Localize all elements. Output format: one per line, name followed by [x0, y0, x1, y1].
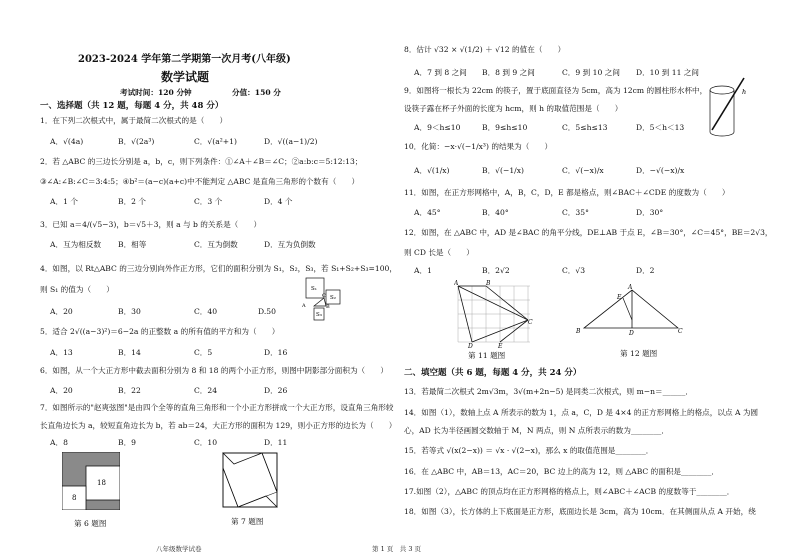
q7-caption: 第 7 题图: [231, 517, 264, 526]
q4-option-c[interactable]: C．40: [194, 307, 218, 316]
q1-option-c[interactable]: C．√(a²+1): [194, 137, 237, 146]
q12-caption: 第 12 题图: [620, 349, 658, 358]
q5-option-d[interactable]: D．16: [264, 348, 288, 357]
q6-label-8: 8: [72, 494, 77, 502]
q7-figure: [222, 452, 278, 508]
q5-stem: 5．适合 2√((a−3)²)＝6−2a 的正整数 a 的所有值的平方和为（ ）: [40, 327, 280, 336]
q11-option-a[interactable]: A．45°: [414, 208, 441, 217]
q11-option-b[interactable]: B．40°: [482, 208, 509, 217]
q12-option-b[interactable]: B．2√2: [482, 266, 510, 275]
q2-option-a[interactable]: A．1 个: [50, 197, 78, 206]
q4-stem-line1: 4．如图，以 Rt△ABC 的三边分别向外作正方形，它们的面积分别为 S₁，S₂，S₃，若 S₁+S₂+S₃=100，: [40, 264, 397, 273]
q5-option-c[interactable]: C．5: [194, 348, 213, 357]
q12-option-d[interactable]: D．2: [636, 266, 655, 275]
q4-label-a: A: [302, 303, 306, 309]
q7-option-a[interactable]: A．8: [50, 438, 68, 447]
q9-stem-line1: 9．如图将一根长为 22cm 的筷子，置于底面直径为 5cm，高为 12cm 的圆柱形水杯中，: [404, 86, 708, 95]
footer-left: 八年级数学试卷: [156, 545, 202, 553]
exam-score: 分值：150 分: [232, 88, 281, 97]
q2-option-b[interactable]: B．2 个: [118, 197, 147, 206]
q12-perpendicular-de: [623, 298, 632, 320]
q2-option-d[interactable]: D．4 个: [264, 197, 293, 206]
q8-option-d[interactable]: D．10 到 11 之间: [636, 68, 700, 77]
q11-label-e: E: [498, 343, 503, 348]
q12-triangle-abc: [584, 290, 678, 328]
q10-option-c[interactable]: C．√(−x)/x: [562, 166, 604, 175]
q4-stem-line2: 则 S₁ 的值为（ ）: [40, 285, 114, 294]
q3-option-b[interactable]: B．相等: [118, 240, 147, 249]
q1-option-d[interactable]: D．√((a−1)/2): [264, 137, 318, 146]
q10-option-d[interactable]: D．−√(−x)/x: [636, 166, 685, 175]
q7-stem-line2: 长直角边长为 a，较短直角边长为 b，若 ab＝24，大正方形的面积为 129，则小正方形的边长为（ ）: [40, 421, 397, 430]
q4-label-s1: S₁: [311, 286, 317, 292]
q11-label-c: C: [528, 319, 533, 326]
q8-option-a[interactable]: A．7 到 8 之间: [414, 68, 467, 77]
q10-option-b[interactable]: B．√(−1/x): [482, 166, 524, 175]
q11-label-d: D: [468, 343, 473, 348]
q12-figure: [574, 284, 684, 336]
q11-label-b: B: [486, 280, 491, 287]
q7-triangle-1: [223, 453, 262, 464]
q5-option-b[interactable]: B．14: [118, 348, 141, 357]
subject-title: 数学试题: [161, 70, 210, 84]
q12-stem-line1: 12．如图，在 △ABC 中，AD 是∠BAC 的角平分线，DE⊥AB 于点 E，∠B＝30°，∠C＝45°，BE＝2√3，: [404, 228, 773, 237]
q11-caption: 第 11 题图: [468, 351, 506, 360]
q4-figure: [290, 276, 354, 324]
q12-option-c[interactable]: C．√3: [562, 266, 586, 275]
right-column: [372, 0, 794, 560]
q6-figure: [62, 452, 120, 510]
q6-option-c[interactable]: C．24: [194, 386, 218, 395]
q10-stem: 10．化简：−x·√(−1/x³) 的结果为（ ）: [404, 142, 553, 151]
q4-option-a[interactable]: A．20: [50, 307, 73, 316]
section-2-heading: 二、填空题（共 6 题，每题 4 分，共 24 分）: [404, 368, 582, 378]
q1-option-a[interactable]: A．√(4a): [50, 137, 84, 146]
q12-label-d: D: [629, 330, 634, 336]
q9-figure: [708, 76, 758, 140]
q4-label-b: B: [326, 304, 330, 310]
q9-option-b[interactable]: B．9≤h≤10: [482, 123, 528, 132]
q10-option-a[interactable]: A．√(1/x): [414, 166, 450, 175]
q6-stem: 6．如图，从一个大正方形中截去面积分别为 8 和 18 的两个小正方形，则图中阴影部分面积为（ ）: [40, 366, 388, 375]
q4-label-c: C: [322, 293, 326, 299]
q5-option-a[interactable]: A．13: [50, 348, 73, 357]
q16-stem: 16．在 △ABC 中，AB＝13，AC＝20，BC 边上的高为 12，则 △ABC 的面积是________．: [404, 467, 719, 476]
exam-time: 考试时间：120 分钟: [120, 88, 192, 97]
q8-stem: 8．估计 √32 × √(1/2) ＋ √12 的值在（ ）: [404, 45, 566, 54]
q11-label-a: A: [454, 280, 459, 287]
q7-option-c[interactable]: C．10: [194, 438, 218, 447]
q11-stem: 11．如图，在正方形网格中，A，B，C，D，E 都是格点，则∠BAC＋∠CDE 的度数为（ ）: [404, 188, 730, 197]
q15-stem: 15．若等式 √(x(2−x)) ＝ √x · √(2−x)，那么 x 的取值范围是________．: [404, 446, 654, 455]
q3-option-c[interactable]: C．互为倒数: [194, 240, 238, 249]
q14-stem-line1: 14．如图（1），数轴上点 A 所表示的数为 1，点 a，C，D 是 4×4 的正方形网格上的格点，以点 A 为圆: [404, 408, 759, 417]
q11-figure: [454, 280, 534, 348]
q12-label-e: E: [617, 294, 622, 301]
q8-option-c[interactable]: C．9 到 10 之间: [562, 68, 620, 77]
q6-option-b[interactable]: B．22: [118, 386, 141, 395]
q3-option-d[interactable]: D．互为负倒数: [264, 240, 316, 249]
section-1-heading: 一、选择题（共 12 题，每题 4 分，共 48 分）: [40, 101, 224, 111]
q4-label-s3: S₃: [316, 312, 322, 318]
q8-option-b[interactable]: B．8 到 9 之间: [482, 68, 535, 77]
q7-triangle-3: [238, 496, 277, 507]
q13-stem: 13．若最简二次根式 2m√3m，3√(m+2n−5) 是同类二次根式，则 m−n＝______．: [404, 387, 693, 396]
q4-label-s2: S₂: [330, 295, 336, 301]
q9-option-a[interactable]: A．9＜h≤10: [414, 123, 461, 132]
q1-option-b[interactable]: B．√(2a³): [118, 137, 155, 146]
q17-stem: 17.如图（2），△ABC 的顶点均在正方形网格的格点上，则∠ABC＋∠ACB 的度数等于________．: [404, 487, 735, 496]
q2-option-c[interactable]: C．3 个: [194, 197, 223, 206]
q12-label-a: A: [628, 284, 633, 291]
q4-option-b[interactable]: B．30: [118, 307, 141, 316]
q14-stem-line2: 心，AD 长为半径画圆交数轴于 M，N 两点，则 N 点所表示的数为________．: [404, 426, 669, 435]
q12-label-c: C: [678, 328, 683, 335]
exam-title: 2023-2024 学年第二学期第一次月考(八年级): [78, 54, 291, 65]
q7-option-b[interactable]: B．9: [118, 438, 137, 447]
q11-option-d[interactable]: D．30°: [636, 208, 664, 217]
q7-stem-line1: 7．如图所示的"赵爽弦图"是由四个全等的直角三角形和一个小正方形拼成一个大正方形，设直角三角形较: [40, 403, 394, 412]
q2-stem-line1: 2．若 △ABC 的三边长分别是 a，b，c，则下列条件：①∠A＋∠B＝∠C；②a:b:c＝5:12:13；: [40, 157, 363, 166]
q7-option-d[interactable]: D．11: [264, 438, 288, 447]
q6-option-d[interactable]: D．26: [264, 386, 288, 395]
q4-option-d[interactable]: D.50: [258, 307, 276, 316]
q9-option-c[interactable]: C．5≤h≤13: [562, 123, 608, 132]
q12-label-b: B: [576, 328, 581, 335]
q12-stem-line2: 则 CD 长是（ ）: [404, 248, 474, 257]
q9-stem-line2: 设筷子露在杯子外面的长度为 hcm，则 h 的取值范围是（ ）: [404, 104, 623, 113]
q9-label-h: h: [742, 88, 747, 96]
q6-caption: 第 6 题图: [74, 519, 107, 528]
q6-option-a[interactable]: A．20: [50, 386, 73, 395]
q11-option-c[interactable]: C．35°: [562, 208, 589, 217]
q9-cup-top: [710, 86, 734, 94]
q2-stem-line2: ③∠A:∠B:∠C＝3:4:5；④b²＝(a−c)(a+c)中不能判定 △ABC 是直角三角形的个数有（ ）: [40, 177, 360, 186]
q12-option-a[interactable]: A．1: [414, 266, 432, 275]
q3-option-a[interactable]: A．互为相反数: [50, 240, 102, 249]
q6-label-18: 18: [97, 479, 106, 487]
q1-stem: 1．在下列二次根式中，属于最简二次根式的是（ ）: [40, 116, 228, 125]
q9-chopstick: [712, 78, 747, 130]
q9-option-d[interactable]: D．5＜h＜13: [636, 123, 685, 132]
q9-cup-bottom: [710, 132, 734, 136]
q3-stem: 3．已知 a＝4/(√5−3)，b＝√5＋3，则 a 与 b 的关系是（ ）: [40, 220, 262, 229]
q4-triangle: [314, 298, 326, 306]
q18-stem: 18．如图（3），长方体的上下底面是正方形，底面边长是 3cm，高为 10cm．在其侧面从点 A 开始，绕: [404, 507, 756, 516]
footer-page-number: 第 1 页 共 3 页: [372, 545, 422, 553]
